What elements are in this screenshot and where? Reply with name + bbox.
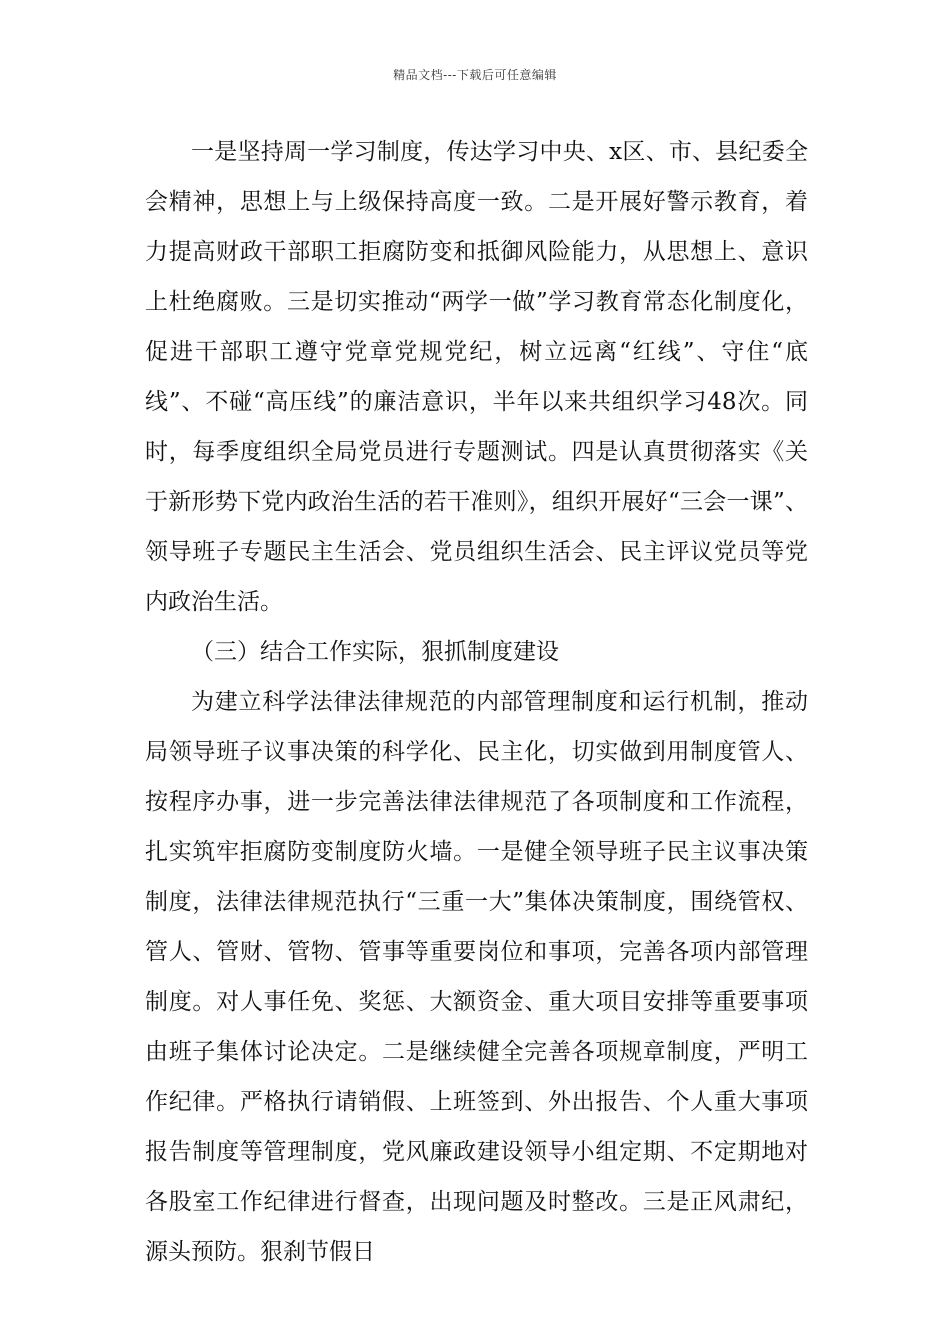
paragraph-study-system: 一是坚持周一学习制度，传达学习中央、x区、市、县纪委全会精神，思想上与上级保持高度一致。二是开展好警示教育，着力提高财政干部职工拒腐防变和抵御风险能力，从思想上、意识上杜绝腐败。三是切实推动“两学一做”学习教育常态化制度化，促进干部职工遵守党章党规党纪，树立远离“红线”、守住“底线”、不碰“高压线”的廉洁意识，半年以来共组织学习48次。同时，每季度组织全局党员进行专题测试。四是认真贯彻落实《关于新形势下党内政治生活的若干准则》，组织开展好“三会一课”、领导班子专题民主生活会、党员组织生活会、民主评议党员等党内政治生活。 [145, 139, 808, 615]
page-header: 精品文档---下载后可任意编辑 [393, 68, 557, 82]
document-body [145, 127, 808, 1277]
section-heading-system-building: （三）结合工作实际，狠抓制度建设 [191, 639, 559, 665]
paragraph-system-building: 为建立科学法律法律规范的内部管理制度和运行机制，推动局领导班子议事决策的科学化、民主化，切实做到用制度管人、按程序办事，进一步完善法律法律规范了各项制度和工作流程，扎实筑牢拒腐防变制度防火墙。一是健全领导班子民主议事决策制度，法律法律规范执行“三重一大”集体决策制度，围绕管权、管人、管财、管物、管事等重要岗位和事项，完善各项内部管理制度。对人事任免、奖惩、大额资金、重大项目安排等重要事项由班子集体讨论决定。二是继续健全完善各项规章制度，严明工作纪律。严格执行请销假、上班签到、外出报告、个人重大事项报告制度等管理制度，党风廉政建设领导小组定期、不定期地对各股室工作纪律进行督查，出现问题及时整改。三是正风肃纪，源头预防。狠刹节假日 [145, 689, 808, 1265]
